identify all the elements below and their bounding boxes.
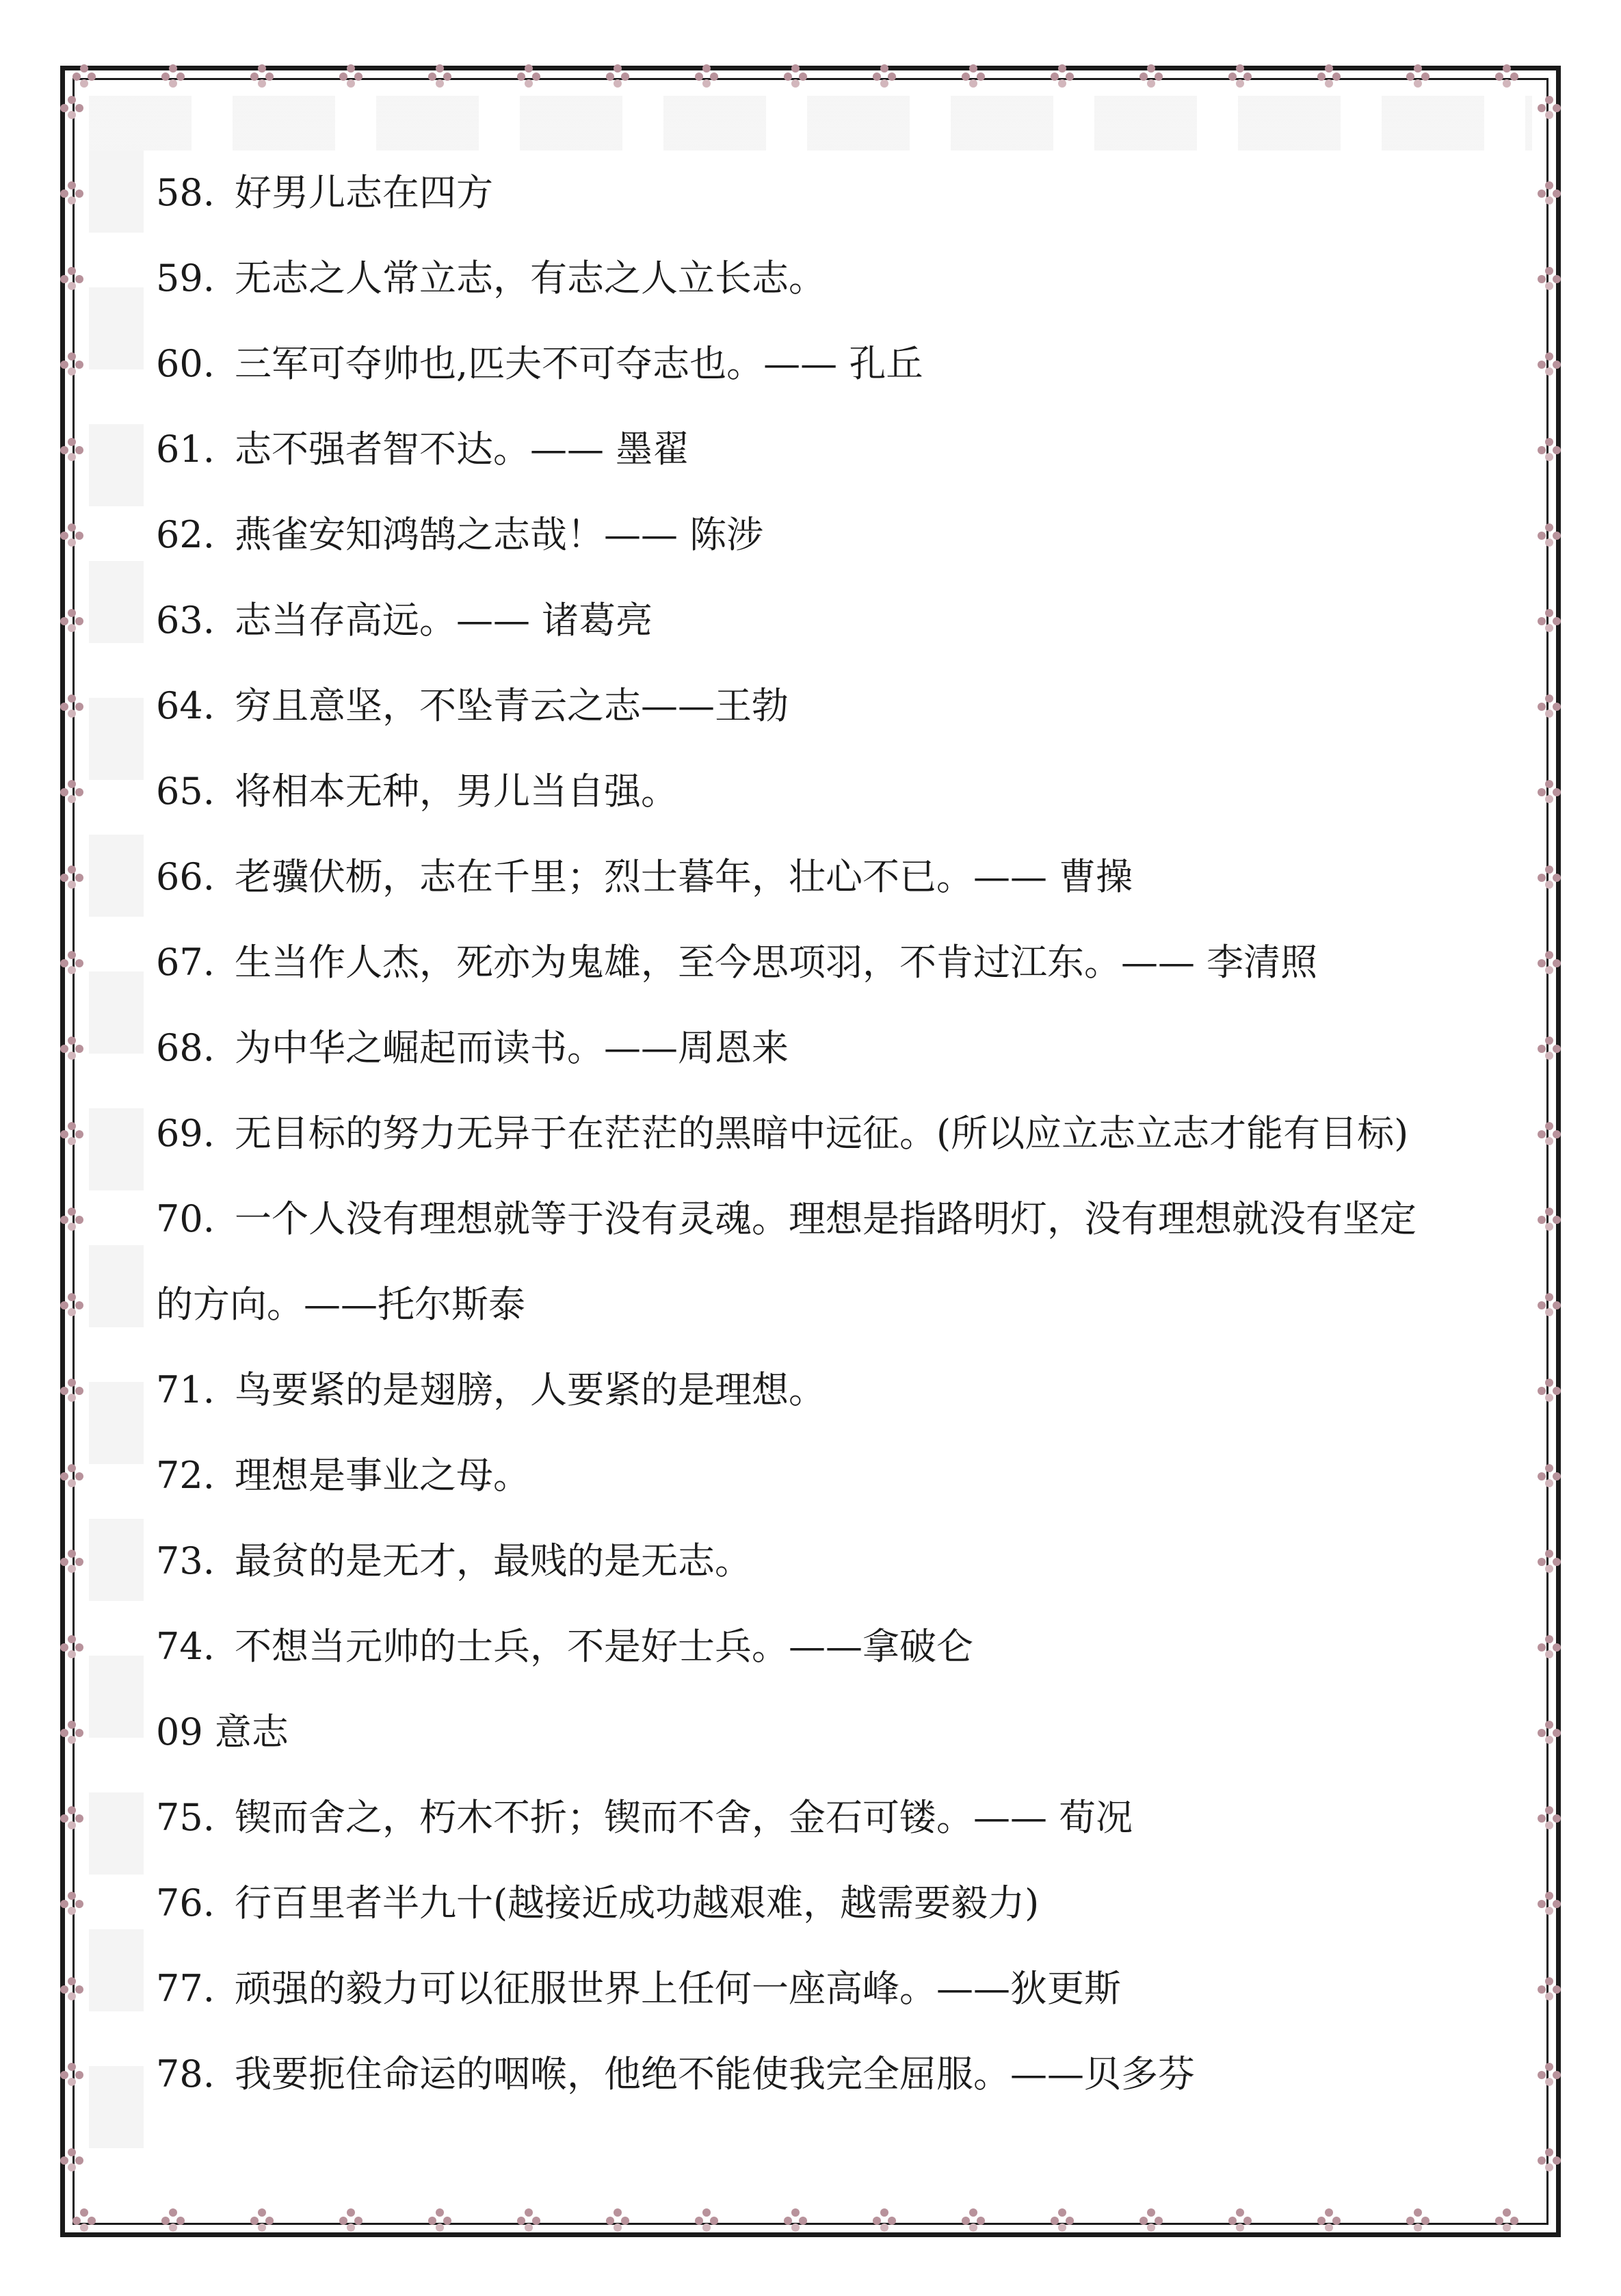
text-line (156, 684, 789, 728)
border-dots-right (1533, 89, 1565, 2210)
line-number: 69. (156, 1112, 215, 1155)
dot-cluster (161, 2208, 185, 2232)
dot-cluster (428, 64, 451, 88)
dot-cluster (60, 1036, 83, 1060)
text-line (156, 1197, 1416, 1241)
text-line (156, 941, 1317, 984)
dot-cluster (1495, 64, 1518, 88)
line-number: 75. (156, 1796, 215, 1839)
dot-cluster (339, 64, 363, 88)
line-text: 志当存高远。—— 诸葛亮 (235, 599, 653, 642)
dot-cluster (606, 64, 629, 88)
text-line (156, 428, 689, 471)
text-line (156, 513, 763, 557)
dot-cluster (606, 2208, 629, 2232)
line-number: 76. (156, 1881, 215, 1925)
text-line (156, 1368, 826, 1412)
text-line (156, 1026, 789, 1070)
line-text: 我要扼住命运的咽喉，他绝不能使我完全屈服。——贝多芬 (235, 2052, 1195, 2096)
text-line (156, 770, 678, 813)
line-text: 燕雀安知鸿鹄之志哉！—— 陈涉 (235, 513, 764, 556)
dot-cluster (1538, 96, 1561, 119)
dot-cluster (60, 523, 83, 547)
dot-cluster (1538, 951, 1561, 974)
dot-cluster (1538, 1892, 1561, 1915)
text-line-continuation (156, 1283, 525, 1327)
dot-cluster (60, 1635, 83, 1658)
dot-cluster (60, 1379, 83, 1402)
dot-cluster (517, 2208, 540, 2232)
line-text: 老骥伏枥，志在千里；烈士暮年，壮心不已。—— 曹操 (235, 855, 1133, 898)
text-line (156, 1454, 530, 1498)
text-line (156, 171, 493, 215)
line-number: 64. (156, 684, 215, 727)
dot-cluster (1538, 1635, 1561, 1658)
dot-cluster (60, 1977, 83, 2000)
dot-cluster (428, 2208, 451, 2232)
line-number: 73. (156, 1539, 215, 1582)
dot-cluster (784, 2208, 807, 2232)
dot-cluster (1538, 1122, 1561, 1145)
dot-cluster (60, 1550, 83, 1573)
dot-cluster (1495, 2208, 1518, 2232)
line-text: 鸟要紧的是翅膀，人要紧的是理想。 (235, 1368, 826, 1411)
text-line (156, 1539, 752, 1583)
dot-cluster (1538, 1721, 1561, 1744)
text-line (156, 1796, 1133, 1840)
dot-cluster (962, 64, 985, 88)
dot-cluster (73, 2208, 96, 2232)
dot-cluster (1538, 267, 1561, 290)
dot-cluster (60, 438, 83, 461)
dot-cluster (1538, 694, 1561, 718)
line-text: 的方向。——托尔斯泰 (156, 1283, 525, 1326)
dot-cluster (873, 2208, 896, 2232)
dot-cluster (873, 64, 896, 88)
line-number: 77. (156, 1967, 215, 2010)
dot-cluster (1538, 1379, 1561, 1402)
line-text: 顽强的毅力可以征服世界上任何一座高峰。——狄更斯 (235, 1967, 1121, 2010)
dot-cluster (60, 1892, 83, 1915)
dot-cluster (60, 2063, 83, 2086)
dot-cluster (695, 2208, 718, 2232)
line-text: 三军可夺帅也,匹夫不可夺志也。—— 孔丘 (235, 342, 923, 385)
dot-cluster (60, 267, 83, 290)
dot-cluster (1538, 609, 1561, 632)
dot-cluster (60, 1208, 83, 1231)
dot-cluster (1228, 64, 1252, 88)
line-text: 无志之人常立志，有志之人立长志。 (235, 257, 826, 300)
line-number: 78. (156, 2052, 215, 2096)
text-line (156, 257, 826, 300)
line-text: 志不强者智不达。—— 墨翟 (235, 428, 690, 471)
line-text: 将相本无种，男儿当自强。 (235, 770, 678, 813)
dot-cluster (1538, 1550, 1561, 1573)
line-number: 63. (156, 599, 215, 642)
line-text: 为中华之崛起而读书。——周恩来 (235, 1026, 789, 1069)
dot-cluster (60, 609, 83, 632)
dot-cluster (1538, 181, 1561, 205)
dot-cluster (1538, 1806, 1561, 1829)
dot-cluster (1538, 1293, 1561, 1316)
line-number: 61. (156, 428, 215, 471)
dot-cluster (60, 96, 83, 119)
line-text: 09 意志 (156, 1710, 289, 1753)
dot-cluster (1051, 2208, 1074, 2232)
dot-cluster (250, 2208, 274, 2232)
line-text: 一个人没有理想就等于没有灵魂。理想是指路明灯，没有理想就没有坚定 (235, 1197, 1416, 1240)
line-number: 62. (156, 513, 215, 556)
line-number: 70. (156, 1197, 215, 1240)
dot-cluster (784, 64, 807, 88)
line-number: 60. (156, 342, 215, 385)
dot-cluster (60, 1122, 83, 1145)
text-line (156, 1625, 973, 1669)
dot-cluster (60, 951, 83, 974)
line-text: 最贫的是无才，最贱的是无志。 (235, 1539, 752, 1582)
line-text: 锲而舍之，朽木不折；锲而不舍，金石可镂。—— 荀况 (235, 1796, 1133, 1839)
dot-cluster (1538, 1036, 1561, 1060)
dot-cluster (1317, 64, 1341, 88)
dot-cluster (1538, 523, 1561, 547)
dot-cluster (60, 1806, 83, 1829)
dot-cluster (60, 181, 83, 205)
border-dots-bottom (66, 2204, 1555, 2236)
dot-cluster (1538, 352, 1561, 376)
dot-cluster (1051, 64, 1074, 88)
dot-cluster (1538, 780, 1561, 803)
dot-cluster (1538, 2063, 1561, 2086)
dot-cluster (517, 64, 540, 88)
dot-cluster (250, 64, 274, 88)
text-line (156, 1967, 1121, 2011)
dot-cluster (60, 1721, 83, 1744)
line-number: 59. (156, 257, 215, 300)
border-dots-top (66, 60, 1555, 92)
dot-cluster (339, 2208, 363, 2232)
dot-cluster (1139, 2208, 1163, 2232)
dot-cluster (60, 780, 83, 803)
text-line (156, 855, 1133, 899)
text-line (156, 1112, 1408, 1156)
dot-cluster (60, 1293, 83, 1316)
text-line (156, 1881, 1039, 1925)
line-text: 好男儿志在四方 (235, 171, 493, 214)
section-heading (156, 1710, 289, 1754)
dot-cluster (695, 64, 718, 88)
dot-cluster (60, 2148, 83, 2171)
line-number: 65. (156, 770, 215, 813)
dot-cluster (60, 865, 83, 889)
dot-cluster (1538, 438, 1561, 461)
dot-cluster (1538, 1977, 1561, 2000)
dot-cluster (1406, 64, 1429, 88)
line-text: 理想是事业之母。 (235, 1454, 530, 1497)
dot-cluster (1406, 2208, 1429, 2232)
dot-cluster (1538, 1208, 1561, 1231)
dot-cluster (60, 352, 83, 376)
line-text: 生当作人杰，死亦为鬼雄，至今思项羽，不肯过江东。—— 李清照 (235, 941, 1318, 984)
line-text: 穷且意坚，不坠青云之志——王勃 (235, 684, 789, 727)
dot-cluster (161, 64, 185, 88)
border-dots-left (56, 89, 88, 2210)
dot-cluster (1317, 2208, 1341, 2232)
line-text: 行百里者半九十(越接近成功越艰难，越需要毅力) (235, 1881, 1040, 1925)
line-number: 71. (156, 1368, 215, 1411)
text-line (156, 599, 653, 642)
dot-cluster (962, 2208, 985, 2232)
line-number: 68. (156, 1026, 215, 1069)
line-number: 72. (156, 1454, 215, 1497)
line-number: 67. (156, 941, 215, 984)
text-line (156, 2052, 1195, 2096)
line-number: 66. (156, 855, 215, 898)
text-line (156, 342, 923, 386)
dot-cluster (60, 1464, 83, 1487)
line-text: 不想当元帅的士兵，不是好士兵。——拿破仑 (235, 1625, 973, 1668)
dot-cluster (1228, 2208, 1252, 2232)
line-number: 74. (156, 1625, 215, 1668)
dot-cluster (1538, 2148, 1561, 2171)
line-text: 无目标的努力无异于在茫茫的黑暗中远征。(所以应立志立志才能有目标) (235, 1112, 1409, 1155)
line-number: 58. (156, 171, 215, 214)
dot-cluster (1538, 865, 1561, 889)
dot-cluster (60, 694, 83, 718)
dot-cluster (1538, 1464, 1561, 1487)
dot-cluster (1139, 64, 1163, 88)
dot-cluster (73, 64, 96, 88)
